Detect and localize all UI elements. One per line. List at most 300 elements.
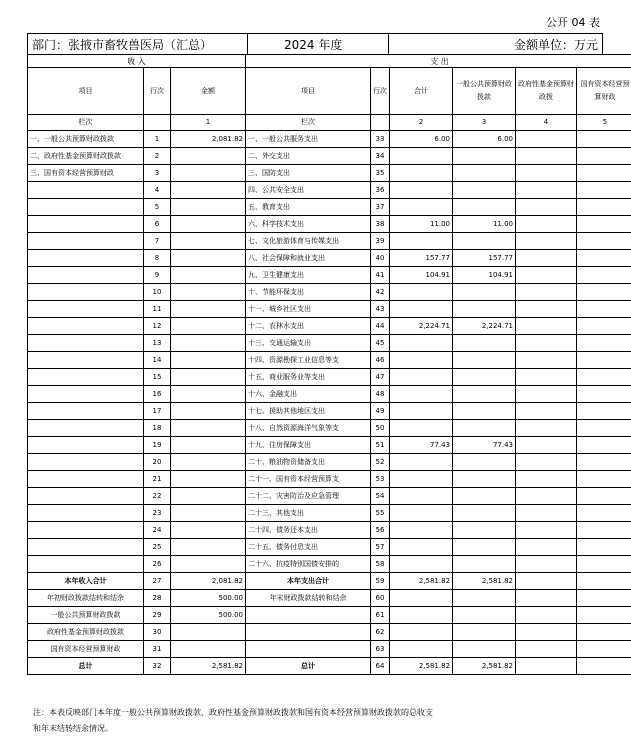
state-capital-amount-cell [577,148,631,165]
income-line-cell: 23 [144,505,171,522]
total-amount-cell: 77.43 [390,437,453,454]
income-amount-cell: 2,081.82 [171,131,246,148]
gov-fund-amount-cell [516,165,577,182]
general-budget-amount-cell: 104.91 [453,267,516,284]
state-capital-amount-cell [577,284,631,301]
expense-item-cell: 十、节能环保支出 [246,284,371,301]
state-capital-amount-cell [577,216,631,233]
gov-fund-amount-cell [516,658,577,675]
income-line-cell: 22 [144,488,171,505]
general-budget-header: 一般公共预算财政拨款 [453,68,516,115]
income-item-cell [28,250,144,267]
total-amount-cell: 2,581.82 [390,658,453,675]
income-amount-cell [171,267,246,284]
general-budget-amount-cell [453,369,516,386]
gov-fund-amount-cell [516,454,577,471]
general-budget-amount-cell [453,539,516,556]
state-capital-amount-cell [577,624,631,641]
table-row [28,216,631,233]
expense-item-cell: 总计 [246,658,371,675]
expense-line-cell: 52 [371,454,390,471]
expense-line-cell: 38 [371,216,390,233]
income-item-cell: 三、国有资本经营预算财政 [28,165,144,182]
income-item-cell [28,454,144,471]
expense-item-cell [246,607,371,624]
total-amount-cell [390,607,453,624]
income-item-cell [28,420,144,437]
income-line-cell: 9 [144,267,171,284]
gov-fund-amount-cell [516,318,577,335]
expense-item-cell: 二十、粮油物资储备支出 [246,454,371,471]
income-amount-cell [171,318,246,335]
income-item-cell [28,522,144,539]
expense-item-cell [246,624,371,641]
table-row [28,403,631,420]
state-capital-amount-cell [577,199,631,216]
state-capital-header: 国有资本经营预算财政 [577,68,631,115]
expense-item-cell: 六、科学技术支出 [246,216,371,233]
footnote-line: 注：本表反映部门本年度一般公共预算财政拨款、政府性基金预算财政拨款和国有资本经营预算财政拨款的总收支 [33,708,433,717]
table-row [28,233,631,250]
header-divider [388,34,389,54]
expense-item-cell: 十七、援助其他地区支出 [246,403,371,420]
department-label: 部门：张掖市畜牧兽医局（汇总） [32,38,213,52]
gov-fund-amount-cell [516,590,577,607]
expense-line-cell: 57 [371,539,390,556]
total-amount-cell: 2,224.71 [390,318,453,335]
income-line-cell: 13 [144,335,171,352]
income-line-cell: 26 [144,556,171,573]
income-line-cell: 6 [144,216,171,233]
income-item-cell: 一般公共预算财政拨款 [28,607,144,624]
income-line-cell: 10 [144,284,171,301]
income-amount-cell [171,641,246,658]
summary-row [28,573,631,590]
table-row [28,284,631,301]
footnote [33,705,593,737]
income-section-header: 收 入 [28,55,246,68]
total-amount-cell: 6.00 [390,131,453,148]
table-row [28,522,631,539]
income-item-cell [28,216,144,233]
total-amount-cell [390,471,453,488]
expense-line-cell: 41 [371,267,390,284]
expense-line-cell: 37 [371,199,390,216]
expense-line-cell: 47 [371,369,390,386]
expense-line-cell: 64 [371,658,390,675]
income-item-cell [28,386,144,403]
income-item-cell [28,437,144,454]
table-row [28,250,631,267]
gov-fund-amount-cell [516,420,577,437]
income-line-cell: 1 [144,131,171,148]
state-capital-amount-cell [577,352,631,369]
income-item-cell [28,301,144,318]
column-index-label: 栏次 [246,115,371,131]
income-item-cell: 一、一般公共预算财政拨款 [28,131,144,148]
state-capital-amount-cell [577,539,631,556]
state-capital-amount-cell [577,369,631,386]
income-line-cell: 28 [144,590,171,607]
expense-line-cell: 40 [371,250,390,267]
state-capital-amount-cell [577,301,631,318]
gov-fund-header: 政府性基金预算财政拨 [516,68,577,115]
gov-fund-amount-cell [516,284,577,301]
income-line-cell: 30 [144,624,171,641]
expense-line-cell: 56 [371,522,390,539]
general-budget-amount-cell [453,165,516,182]
total-amount-cell [390,233,453,250]
expense-item-cell: 七、文化旅游体育与传媒支出 [246,233,371,250]
income-amount-cell: 2,081.82 [171,573,246,590]
income-item-cell [28,182,144,199]
income-amount-cell [171,182,246,199]
income-amount-cell [171,335,246,352]
income-item-cell: 国有资本经营预算财政 [28,641,144,658]
income-item-cell [28,505,144,522]
budget-table [27,54,631,675]
income-item-cell [28,556,144,573]
income-item-cell [28,539,144,556]
income-line-cell: 24 [144,522,171,539]
expense-line-cell: 53 [371,471,390,488]
general-budget-amount-cell [453,624,516,641]
income-item-cell [28,403,144,420]
gov-fund-amount-cell [516,148,577,165]
gov-fund-amount-cell [516,641,577,658]
summary-row [28,658,631,675]
expense-line-cell: 61 [371,607,390,624]
table-row [28,437,631,454]
expense-item-cell: 十一、城乡社区支出 [246,301,371,318]
expense-line-cell: 45 [371,335,390,352]
expense-line-cell: 39 [371,233,390,250]
state-capital-amount-cell [577,403,631,420]
general-budget-amount-cell: 77.43 [453,437,516,454]
expense-line-cell: 62 [371,624,390,641]
income-item-cell [28,471,144,488]
total-amount-cell [390,335,453,352]
total-amount-cell [390,454,453,471]
table-row [28,131,631,148]
general-budget-amount-cell [453,335,516,352]
state-capital-amount-cell [577,437,631,454]
general-budget-amount-cell [453,352,516,369]
total-amount-cell [390,284,453,301]
income-amount-cell [171,199,246,216]
expense-item-cell: 二十一、国有资本经营预算支 [246,471,371,488]
general-budget-amount-cell [453,522,516,539]
income-amount-cell [171,148,246,165]
column-index-label: 栏次 [28,115,144,131]
income-line-cell: 4 [144,182,171,199]
income-amount-cell [171,386,246,403]
income-amount-cell [171,488,246,505]
table-row [28,182,631,199]
expense-line-cell: 48 [371,386,390,403]
report-header [27,33,603,54]
total-header: 合计 [390,68,453,115]
income-item-cell: 二、政府性基金预算财政拨款 [28,148,144,165]
total-amount-cell [390,352,453,369]
total-amount-cell [390,301,453,318]
income-amount-cell [171,301,246,318]
state-capital-amount-cell [577,573,631,590]
expense-line-cell: 58 [371,556,390,573]
total-amount-cell [390,590,453,607]
income-item-cell: 政府性基金预算财政拨款 [28,624,144,641]
table-row [28,165,631,182]
total-amount-cell: 2,581.82 [390,573,453,590]
state-capital-amount-cell [577,386,631,403]
state-capital-amount-cell [577,131,631,148]
amount-unit: 金额单位：万元 [513,38,598,52]
expense-line-cell: 51 [371,437,390,454]
column-index-cell: 1 [171,115,246,131]
total-amount-cell: 157.77 [390,250,453,267]
state-capital-amount-cell [577,471,631,488]
general-budget-amount-cell [453,505,516,522]
income-line-cell: 7 [144,233,171,250]
general-budget-amount-cell [453,641,516,658]
table-row [28,454,631,471]
footnote-line: 和年末结转结余情况。 [33,724,113,733]
state-capital-amount-cell [577,182,631,199]
state-capital-amount-cell [577,454,631,471]
income-item-cell [28,318,144,335]
gov-fund-amount-cell [516,182,577,199]
total-amount-cell [390,488,453,505]
summary-row [28,590,631,607]
table-row [28,556,631,573]
gov-fund-amount-cell [516,199,577,216]
income-line-cell: 29 [144,607,171,624]
income-line-cell: 3 [144,165,171,182]
expense-item-cell: 八、社会保障和就业支出 [246,250,371,267]
income-amount-cell [171,233,246,250]
table-row [28,318,631,335]
table-row [28,539,631,556]
general-budget-amount-cell [453,454,516,471]
total-amount-cell [390,624,453,641]
income-item-cell: 年初财政拨款结转和结余 [28,590,144,607]
gov-fund-amount-cell [516,522,577,539]
state-capital-amount-cell [577,488,631,505]
income-amount-cell [171,352,246,369]
expense-line-cell: 49 [371,403,390,420]
table-row [28,386,631,403]
expense-line-cell: 42 [371,284,390,301]
summary-row [28,641,631,658]
expense-line-cell: 54 [371,488,390,505]
income-line-cell: 14 [144,352,171,369]
total-amount-cell [390,556,453,573]
state-capital-amount-cell [577,658,631,675]
gov-fund-amount-cell [516,301,577,318]
gov-fund-amount-cell [516,233,577,250]
gov-fund-amount-cell [516,386,577,403]
total-amount-cell [390,403,453,420]
gov-fund-amount-cell [516,573,577,590]
expense-item-cell: 二十六、抗疫特别国债安排的 [246,556,371,573]
gov-fund-amount-cell [516,403,577,420]
expense-item-cell [246,641,371,658]
expense-item-cell: 二十二、灾害防治及应急管理 [246,488,371,505]
expense-line-cell: 59 [371,573,390,590]
total-amount-cell [390,369,453,386]
total-amount-cell [390,420,453,437]
state-capital-amount-cell [577,250,631,267]
gov-fund-amount-cell [516,539,577,556]
expense-section-header: 支 出 [246,55,631,68]
general-budget-amount-cell [453,607,516,624]
state-capital-amount-cell [577,522,631,539]
income-item-cell [28,267,144,284]
state-capital-amount-cell [577,556,631,573]
income-line-cell: 19 [144,437,171,454]
total-amount-cell [390,641,453,658]
column-index-cell: 5 [577,115,631,131]
form-number: 公开 04 表 [546,16,600,29]
table-row [28,471,631,488]
expense-item-cell: 二、外交支出 [246,148,371,165]
expense-item-cell: 二十四、债务还本支出 [246,522,371,539]
general-budget-amount-cell [453,420,516,437]
income-line-cell: 12 [144,318,171,335]
income-line-cell: 11 [144,301,171,318]
expense-line-cell: 60 [371,590,390,607]
state-capital-amount-cell [577,505,631,522]
income-item-cell: 本年收入合计 [28,573,144,590]
expense-line-cell: 35 [371,165,390,182]
expense-line-cell: 34 [371,148,390,165]
income-item-cell [28,233,144,250]
expense-line-cell: 50 [371,420,390,437]
income-amount-header: 金额 [171,68,246,115]
table-row [28,335,631,352]
table-row [28,199,631,216]
gov-fund-amount-cell [516,131,577,148]
income-line-cell: 16 [144,386,171,403]
general-budget-amount-cell: 11.00 [453,216,516,233]
column-index-cell [144,115,171,131]
general-budget-amount-cell: 2,581.82 [453,573,516,590]
income-amount-cell [171,522,246,539]
table-row [28,488,631,505]
income-amount-cell [171,420,246,437]
table-row [28,301,631,318]
income-amount-cell [171,454,246,471]
expense-item-cell: 十三、交通运输支出 [246,335,371,352]
general-budget-amount-cell [453,488,516,505]
expense-item-cell: 二十三、其他支出 [246,505,371,522]
general-budget-amount-cell: 2,224.71 [453,318,516,335]
expense-item-cell: 五、教育支出 [246,199,371,216]
expense-item-cell: 十四、资源勘探工业信息等支 [246,352,371,369]
gov-fund-amount-cell [516,471,577,488]
general-budget-amount-cell [453,471,516,488]
expense-line-cell: 33 [371,131,390,148]
gov-fund-amount-cell [516,607,577,624]
expense-item-cell: 十六、金融支出 [246,386,371,403]
gov-fund-amount-cell [516,335,577,352]
income-line-cell: 27 [144,573,171,590]
gov-fund-amount-cell [516,488,577,505]
expense-item-cell: 十九、住房保障支出 [246,437,371,454]
gov-fund-amount-cell [516,216,577,233]
income-line-cell: 5 [144,199,171,216]
column-index-cell [371,115,390,131]
general-budget-amount-cell [453,301,516,318]
income-line-cell: 31 [144,641,171,658]
total-amount-cell [390,505,453,522]
income-amount-cell [171,284,246,301]
general-budget-amount-cell [453,199,516,216]
income-line-cell: 2 [144,148,171,165]
expense-item-cell: 年末财政拨款结转和结余 [246,590,371,607]
total-amount-cell [390,386,453,403]
state-capital-amount-cell [577,165,631,182]
income-item-cell: 总计 [28,658,144,675]
total-amount-cell: 11.00 [390,216,453,233]
gov-fund-amount-cell [516,505,577,522]
gov-fund-amount-cell [516,267,577,284]
general-budget-amount-cell: 6.00 [453,131,516,148]
income-item-cell [28,199,144,216]
state-capital-amount-cell [577,590,631,607]
table-row [28,148,631,165]
income-amount-cell [171,369,246,386]
expense-item-cell: 一、一般公共服务支出 [246,131,371,148]
total-amount-cell [390,182,453,199]
column-index-cell: 4 [516,115,577,131]
income-amount-cell [171,250,246,267]
income-line-cell: 8 [144,250,171,267]
state-capital-amount-cell [577,267,631,284]
state-capital-amount-cell [577,607,631,624]
summary-row [28,607,631,624]
general-budget-amount-cell [453,590,516,607]
expense-line-header: 行次 [371,68,390,115]
income-item-cell [28,369,144,386]
general-budget-amount-cell: 157.77 [453,250,516,267]
income-item-cell [28,284,144,301]
income-line-cell: 25 [144,539,171,556]
table-row [28,369,631,386]
income-amount-cell: 2,581.82 [171,658,246,675]
state-capital-amount-cell [577,318,631,335]
total-amount-cell [390,199,453,216]
expense-line-cell: 36 [371,182,390,199]
header-divider [247,34,248,54]
state-capital-amount-cell [577,420,631,437]
total-amount-cell: 104.91 [390,267,453,284]
income-amount-cell [171,165,246,182]
general-budget-amount-cell [453,233,516,250]
income-line-cell: 17 [144,403,171,420]
income-amount-cell [171,556,246,573]
total-amount-cell [390,165,453,182]
expense-line-cell: 55 [371,505,390,522]
total-amount-cell [390,539,453,556]
gov-fund-amount-cell [516,624,577,641]
income-item-cell [28,488,144,505]
income-item-header: 项目 [28,68,144,115]
income-amount-cell: 500.00 [171,590,246,607]
general-budget-amount-cell [453,284,516,301]
expense-item-header: 项目 [246,68,371,115]
column-index-cell: 3 [453,115,516,131]
